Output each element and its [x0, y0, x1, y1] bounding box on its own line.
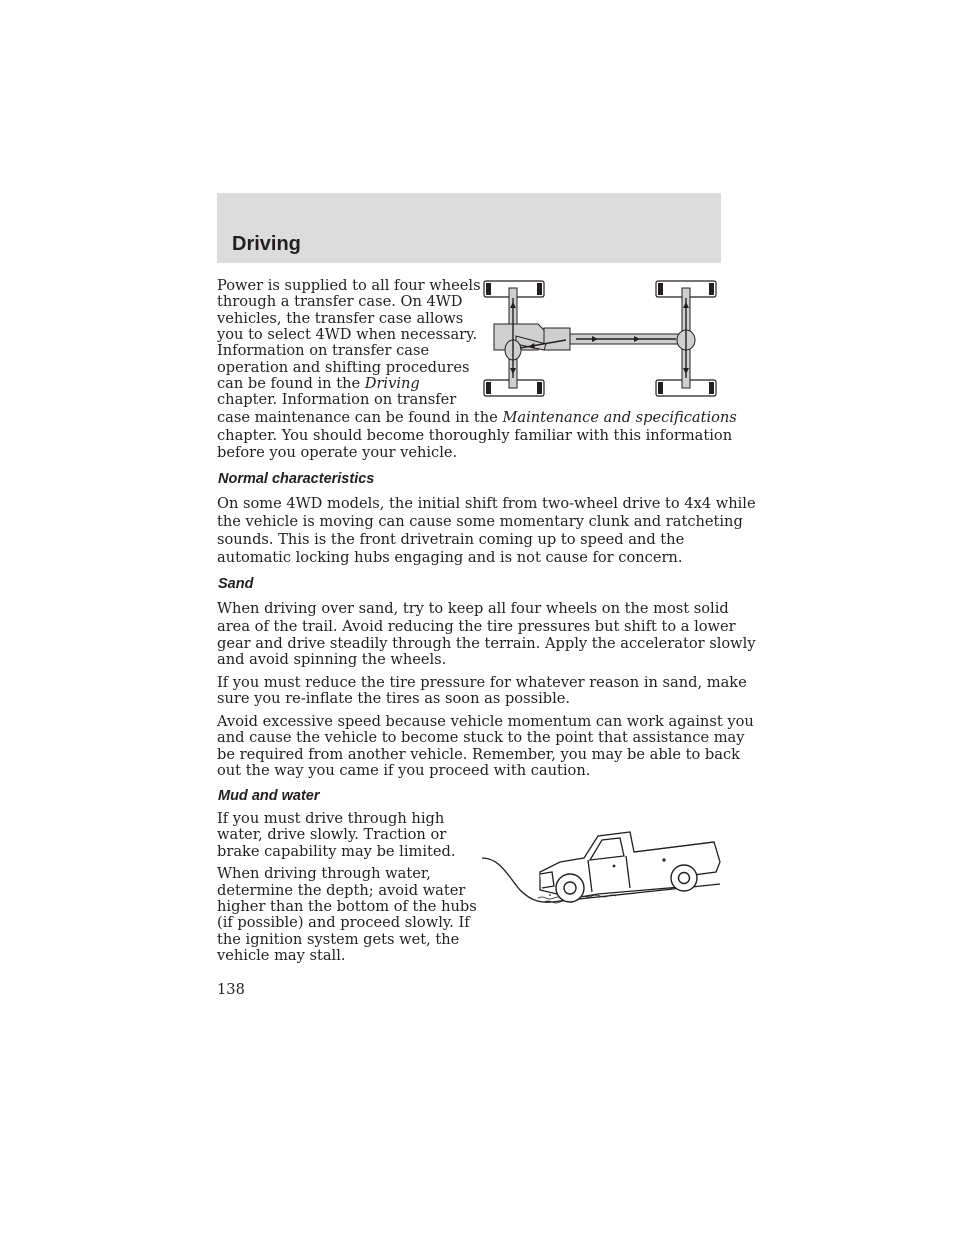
text-line: determine the depth; avoid water — [217, 882, 466, 899]
page-number: 138 — [217, 981, 245, 998]
text-line: gear and drive steadily through the terrain. Apply the accelerator slowly — [217, 635, 756, 652]
text-line: sounds. This is the front drivetrain coming up to speed and the — [217, 531, 685, 548]
text-line: Power is supplied to all four wheels — [217, 277, 481, 294]
truck-in-water-illustration — [480, 828, 722, 910]
text-run: can be found in the — [217, 375, 365, 392]
text-line: When driving through water, — [217, 865, 431, 882]
text-line: vehicles, the transfer case allows — [217, 310, 464, 327]
text-line: and avoid spinning the wheels. — [217, 651, 447, 668]
text-line: If you must reduce the tire pressure for whatever reason in sand, make — [217, 674, 747, 691]
text-line: (if possible) and proceed slowly. If — [217, 914, 470, 931]
text-line: water, drive slowly. Traction or — [217, 826, 447, 843]
text-line: On some 4WD models, the initial shift from two-wheel drive to 4x4 while — [217, 495, 756, 512]
text-line: the vehicle is moving can cause some momentary clunk and ratcheting — [217, 513, 743, 530]
text-line: before you operate your vehicle. — [217, 444, 458, 461]
text-line: and cause the vehicle to become stuck to the point that assistance may — [217, 729, 745, 746]
text-line: you to select 4WD when necessary. — [217, 326, 478, 343]
text-line: the ignition system gets wet, the — [217, 931, 460, 948]
heading-sand: Sand — [218, 576, 254, 592]
chapter-reference: Maintenance and specifications — [502, 409, 737, 426]
text-line: Information on transfer case — [217, 342, 430, 359]
text-line: When driving over sand, try to keep all four wheels on the most solid — [217, 600, 729, 617]
text-line: brake capability may be limited. — [217, 843, 456, 860]
text-line: be required from another vehicle. Remember, you may be able to back — [217, 746, 740, 763]
section-title: Driving — [232, 233, 301, 255]
text-line: area of the trail. Avoid reducing the tire pressures but shift to a lower — [217, 618, 736, 635]
heading-mud-and-water: Mud and water — [218, 788, 320, 804]
heading-normal-characteristics: Normal characteristics — [218, 471, 375, 487]
text-line — [217, 410, 737, 427]
text-line: through a transfer case. On 4WD — [217, 293, 463, 310]
text-line: vehicle may stall. — [217, 947, 346, 964]
text-line: If you must drive through high — [217, 810, 445, 827]
text-line: higher than the bottom of the hubs — [217, 898, 477, 915]
text-line: operation and shifting procedures — [217, 359, 470, 376]
text-line: chapter. Information on transfer — [217, 391, 457, 408]
text-line: out the way you came if you proceed with caution. — [217, 762, 591, 779]
text-line: chapter. You should become thoroughly familiar with this information — [217, 427, 733, 444]
drivetrain-diagram — [480, 278, 720, 400]
text-line: Avoid excessive speed because vehicle momentum can work against you — [217, 713, 754, 730]
chapter-reference: Driving — [364, 375, 420, 392]
text-run: case maintenance can be found in the — [217, 409, 503, 426]
text-line: sure you re-inflate the tires as soon as possible. — [217, 690, 571, 707]
text-line: automatic locking hubs engaging and is not cause for concern. — [217, 549, 683, 566]
